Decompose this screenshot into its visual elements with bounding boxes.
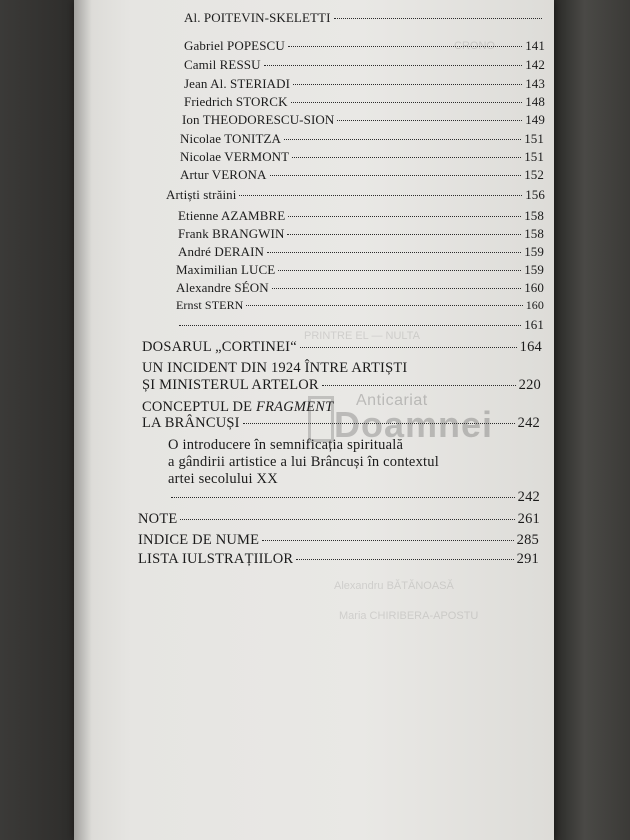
leader-dots [296,559,513,560]
toc-chapter-page: 285 [516,532,539,548]
leader-dots [267,252,521,253]
toc-entry-name: Gabriel POPESCU [184,38,285,53]
toc-entry-page: 160 [524,280,544,295]
toc-entry-name: Alexandre SÉON [176,280,269,295]
toc-entry-page: 161 [524,317,544,332]
toc-chapter-incident-line1: UN INCIDENT DIN 1924 ÎNTRE ARTIȘTI [142,360,408,376]
toc-subsection-intro[interactable] [168,489,540,506]
toc-entry-page: 160 [525,298,544,312]
toc-entry-name: Maximilian LUCE [176,262,276,277]
toc-entry-name: Ion THEODORESCU-SION [182,112,335,127]
toc-entry[interactable] [178,208,544,224]
toc-chapter-title: DOSARUL „CORTINEI“ [142,339,297,355]
watermark-top: Anticariat [356,392,428,409]
toc-chapter-title-part: CONCEPTUL DE [142,399,257,415]
toc-entry[interactable] [184,57,545,73]
background-left [0,0,74,840]
toc-entry[interactable] [184,94,545,110]
toc-chapter-indice[interactable] [138,532,539,549]
toc-entry-name: André DERAIN [178,244,265,259]
leader-dots [322,385,516,386]
toc-entry-name: Frank BRANGWIN [178,226,285,241]
toc-chapter-title: LISTA IULSTRAȚIILOR [138,551,294,567]
leader-dots [293,84,522,85]
toc-chapter-title: LA BRÂNCUȘI [142,415,240,431]
bleed-through: Maria CHIRIBERA-APOSTU [339,610,479,622]
toc-entry-name: Artiști străini [166,187,237,202]
toc-entry-page: 158 [524,226,544,241]
toc-entry-page: 142 [525,57,545,72]
toc-entry-name: Etienne AZAMBRE [178,208,286,223]
toc-chapter-page: 291 [516,551,539,567]
toc-entry-page: 151 [524,131,544,146]
toc-entry-page: 141 [525,38,545,53]
toc-subsection-intro-line1: O introducere în semnificația spirituală [168,437,404,453]
bleed-through: Alexandru BĂTĂNOASĂ [334,580,454,592]
toc-entry[interactable] [178,244,544,260]
leader-dots [292,157,521,158]
toc-entry-page: 148 [525,94,545,109]
leader-dots [334,18,542,19]
toc-section-foreign-artists[interactable] [166,187,545,203]
toc-chapter-page: 261 [517,511,540,527]
leader-dots [337,120,522,121]
toc-entry-continuation[interactable] [176,317,544,333]
leader-dots [264,65,523,66]
leader-dots [300,347,517,348]
toc-entry[interactable] [178,226,544,242]
toc-chapter-fragment-line1 [142,399,333,416]
toc-subsection-intro-line3: artei secolului XX [168,471,278,487]
toc-entry-name: Nicolae VERMONT [180,149,290,164]
toc-chapter-page: 220 [518,377,541,393]
leader-dots [270,175,522,176]
toc-entry[interactable] [176,280,544,296]
toc-entry-name: Nicolae TONITZA [180,131,282,146]
toc-chapter-title: NOTE [138,511,178,527]
watermark-book-icon [308,396,334,442]
toc-chapter-title: INDICE DE NUME [138,532,260,548]
toc-entry-name: Friedrich STORCK [184,94,288,109]
leader-dots [284,139,521,140]
watermark-main: Doamnei [334,404,494,445]
toc-entry-page: 156 [525,187,545,202]
toc-entry-page: 159 [524,262,544,277]
leader-dots [180,519,514,520]
toc-entry-page: 152 [524,167,544,182]
toc-entry-page: 149 [525,112,545,127]
bleed-through: CRONO [454,40,495,52]
toc-chapter-note[interactable] [138,511,540,528]
toc-chapter-lista[interactable] [138,551,539,568]
leader-dots [272,288,521,289]
toc-entry-name: Jean Al. STERIADI [184,76,291,91]
toc-entry-name: Ernst STERN [176,298,244,312]
toc-entry-page: 159 [524,244,544,259]
leader-dots [262,540,513,541]
toc-entry[interactable] [180,167,544,183]
leader-dots [246,305,522,306]
toc-entry[interactable] [176,262,544,278]
toc-entry-page: 151 [524,149,544,164]
page-gutter-shadow [74,0,92,840]
toc-entry-page: 143 [525,76,545,91]
toc-entry[interactable] [176,298,544,313]
watermark [334,392,494,445]
toc-subsection-intro-line2: a gândirii artistice a lui Brâncuși în contextul [168,454,439,470]
leader-dots [278,270,521,271]
leader-dots [239,195,522,196]
toc-entry[interactable] [182,112,545,128]
toc-entry-name: Artur VERONA [180,167,267,182]
toc-entry[interactable] [184,38,545,54]
toc-chapter-page: 164 [519,339,542,355]
toc-entry[interactable] [180,131,544,147]
background-right [554,0,630,840]
toc-entry[interactable] [184,76,545,92]
toc-chapter-page: 242 [517,415,540,431]
toc-chapter-title-italic: FRAGMENT [256,399,334,415]
bleed-through: PRINTRE EL — NULTA [304,330,420,342]
toc-chapter-page: 242 [517,489,540,505]
toc-entry-name: Al. POITEVIN-SKELETTI [184,10,331,25]
leader-dots [287,234,521,235]
book-page [74,0,554,840]
toc-chapter-title: ȘI MINISTERUL ARTELOR [142,377,319,393]
leader-dots [179,325,521,326]
toc-chapter-dosarul[interactable] [142,339,542,356]
toc-entry-name: Camil RESSU [184,57,261,72]
leader-dots [288,46,522,47]
leader-dots [288,216,521,217]
toc-entry[interactable] [184,10,545,26]
leader-dots [171,497,515,498]
leader-dots [291,102,523,103]
toc-entry[interactable] [180,149,544,165]
toc-entry-page: 158 [524,208,544,223]
